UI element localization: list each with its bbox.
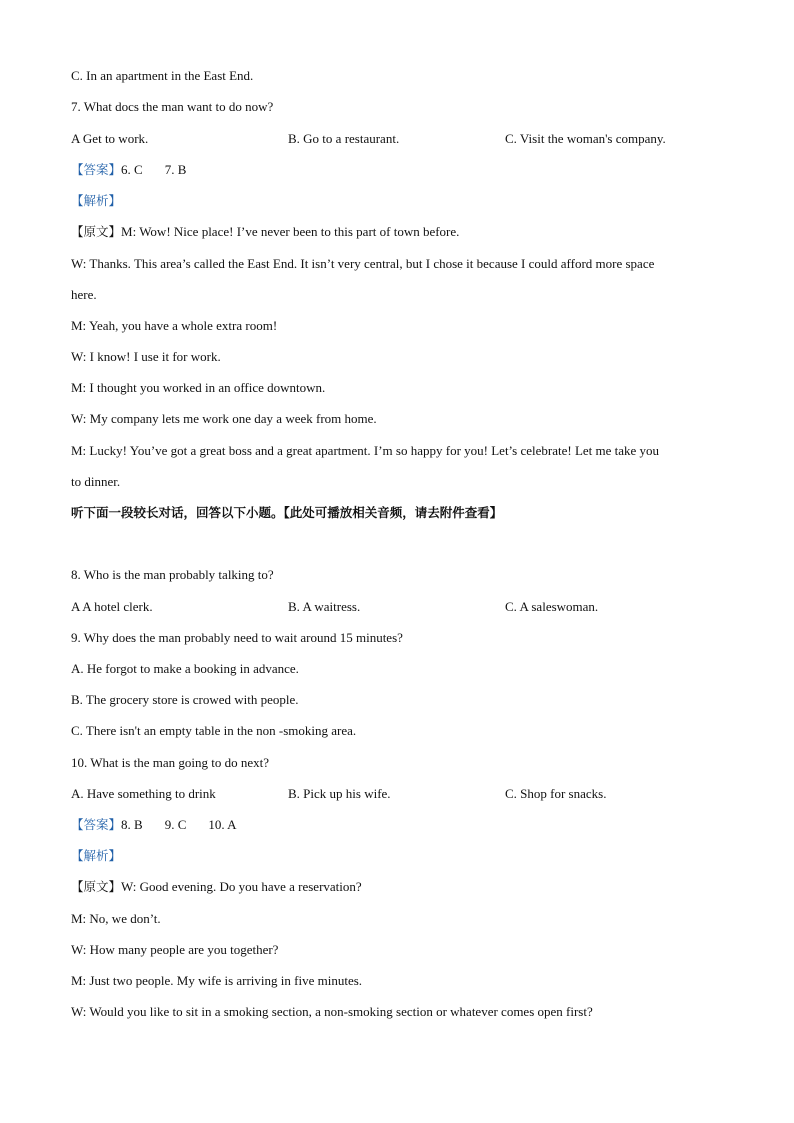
answer-6: 6. C <box>121 162 143 177</box>
transcript-2-line-0 <box>71 879 362 895</box>
q10-options <box>71 786 607 802</box>
analysis-tag: 【解析】 <box>71 193 122 208</box>
analysis-1 <box>71 193 121 209</box>
listening-instruction: 听下面一段较长对话，回答以下小题。【此处可播放相关音频，请去附件查看】 <box>71 505 503 520</box>
transcript-1-line-8: to dinner. <box>71 474 121 489</box>
answer-8: 8. B <box>121 817 143 832</box>
transcript-1-line-7: M: Lucky! You’ve got a great boss and a great apartment. I’m so happy for you! Let’s celebrate! Let me take you <box>71 443 660 458</box>
transcript-1-line-2: here. <box>71 287 97 302</box>
transcript-2-line-4: W: Would you like to sit in a smoking section, a non-smoking section or whatever comes open first? <box>71 1004 593 1019</box>
q7-option-a: A Get to work. <box>71 131 149 146</box>
answers-2 <box>71 817 237 833</box>
transcript-tag: 【原文】 <box>71 879 122 894</box>
q7-options <box>71 131 666 147</box>
answer-10: 10. A <box>208 817 237 832</box>
q9-option-a: A. He forgot to make a booking in advance. <box>71 661 299 676</box>
answers-1 <box>71 162 186 178</box>
transcript-1-line-5: M: I thought you worked in an office downtown. <box>71 380 326 395</box>
transcript-1-line-6: W: My company lets me work one day a week from home. <box>71 411 377 426</box>
q8-option-b: B. A waitress. <box>288 599 361 614</box>
q7-option-c: C. Visit the woman's company. <box>505 131 666 146</box>
q8-question: 8. Who is the man probably talking to? <box>71 567 274 582</box>
q6-option-c: C. In an apartment in the East End. <box>71 68 254 83</box>
transcript-2-line-2: W: How many people are you together? <box>71 942 279 957</box>
q7-option-b: B. Go to a restaurant. <box>288 131 400 146</box>
transcript-1-line-4: W: I know! I use it for work. <box>71 349 221 364</box>
answer-tag: 【答案】 <box>71 817 122 832</box>
q10-question: 10. What is the man going to do next? <box>71 755 269 770</box>
transcript-1-line-3: M: Yeah, you have a whole extra room! <box>71 318 278 333</box>
q8-options <box>71 599 599 615</box>
transcript-2-line-3: M: Just two people. My wife is arriving in five minutes. <box>71 973 363 988</box>
q9-option-b: B. The grocery store is crowed with people. <box>71 692 299 707</box>
q7-question: 7. What docs the man want to do now? <box>71 99 274 114</box>
transcript-2-line-1: M: No, we don’t. <box>71 911 161 926</box>
q10-option-c: C. Shop for snacks. <box>505 786 607 801</box>
transcript-1-text-0: M: Wow! Nice place! I’ve never been to this part of town before. <box>121 224 460 239</box>
analysis-2 <box>71 848 121 864</box>
transcript-1-line-1: W: Thanks. This area’s called the East End. It isn’t very central, but I chose it because I could afford more space <box>71 256 655 271</box>
q8-option-a: A A hotel clerk. <box>71 599 153 614</box>
q8-option-c: C. A saleswoman. <box>505 599 599 614</box>
transcript-2-text-0: W: Good evening. Do you have a reservation? <box>121 879 362 894</box>
q9-question: 9. Why does the man probably need to wait around 15 minutes? <box>71 630 403 645</box>
transcript-1-line-0 <box>71 224 459 240</box>
answer-tag: 【答案】 <box>71 162 122 177</box>
transcript-tag: 【原文】 <box>71 224 122 239</box>
answer-9: 9. C <box>164 817 187 832</box>
q10-option-b: B. Pick up his wife. <box>288 786 391 801</box>
q9-option-c: C. There isn't an empty table in the non -smoking area. <box>71 723 357 738</box>
analysis-tag: 【解析】 <box>71 848 122 863</box>
answer-7: 7. B <box>164 162 187 177</box>
q10-option-a: A. Have something to drink <box>71 786 216 801</box>
